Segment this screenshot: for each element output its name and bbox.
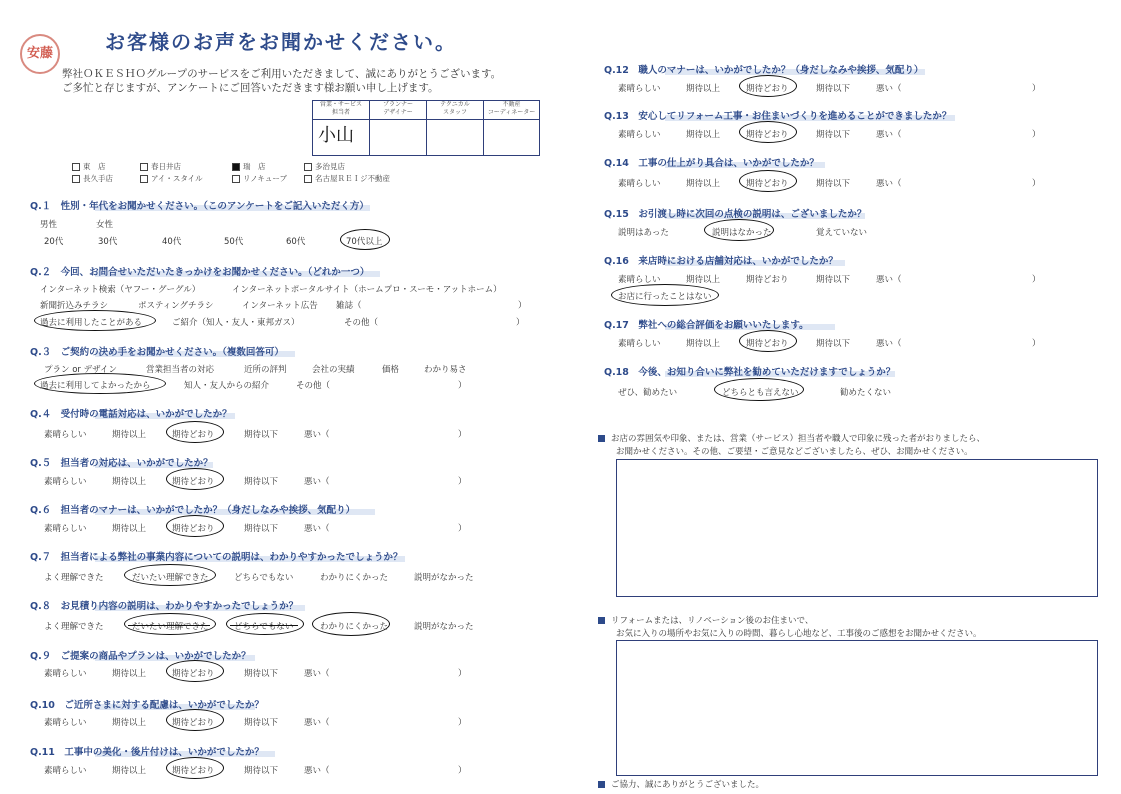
question-3: Q.３ ご契約の決め手をお聞かせください。（複数回答可） — [30, 347, 284, 358]
comment-prompt-1b: お聞かせください。その他、ご要望・ご意見などございましたら、ぜひ、お聞かせください。 — [616, 447, 973, 457]
paren-close: ） — [458, 430, 467, 440]
question-16: Q.16 来店時における店舗対応は、いかがでしたか？ — [604, 256, 838, 267]
paren-close: ） — [1032, 275, 1041, 285]
paren-close: ） — [458, 477, 467, 487]
question-12: Q.12 職人のマナーは、いかがでしたか？（身だしなみや挨拶、気配り） — [604, 65, 924, 76]
question-4: Q.４ 受付時の電話対応は、いかがでしたか？ — [30, 409, 232, 420]
option-neutral[interactable]: どちらでもない — [234, 573, 294, 583]
question-9: Q.９ ご提案の商品やプランは、いかがでしたか？ — [30, 651, 251, 662]
question-2: Q.２ 今回、お問合せいただいたきっかけをお聞かせください。（どれか一つ） — [30, 267, 370, 278]
answer-circle — [739, 170, 797, 192]
answer-circle-crossed — [124, 613, 216, 635]
rating-above[interactable]: 期待以上 — [112, 430, 147, 440]
option-friend-referral[interactable]: 知人・友人からの紹介 — [184, 381, 270, 391]
answer-circle — [166, 757, 224, 779]
option-not-explained[interactable]: 説明はなかった — [712, 228, 772, 238]
answer-circle — [166, 468, 224, 490]
option-other[interactable]: その他（ — [344, 318, 379, 328]
rating-expected[interactable]: 期待どおり — [746, 130, 789, 140]
answer-circle — [714, 378, 804, 401]
paren-close: ） — [518, 301, 527, 311]
age-50s[interactable]: 50代 — [224, 237, 244, 247]
rating-expected[interactable]: 期待どおり — [172, 477, 215, 487]
rating-excellent[interactable]: 素晴らしい — [44, 766, 87, 776]
paren-close: ） — [1032, 130, 1041, 140]
question-15: Q.15 お引渡し時に次回の点検の説明は、ございましたか？ — [604, 209, 867, 220]
option-plan-design[interactable]: プラン or デザイン — [44, 365, 118, 375]
paren-close: ） — [1032, 84, 1041, 94]
question-13: Q.13 安心してリフォーム工事・お住まいづくりを進めることができましたか？ — [604, 111, 952, 122]
comment-prompt-2b: お気に入りの場所やお気に入りの時間、暮らし心地など、工事後のご感想をお聞かせください。 — [616, 629, 982, 639]
option-portal[interactable]: インターネットポータルサイト（ホームプロ・スーモ・アットホーム） — [232, 285, 502, 295]
question-8: Q.８ お見積り内容の説明は、わかりやすかったでしょうか？ — [30, 601, 299, 612]
rating-excellent[interactable]: 素晴らしい — [44, 430, 87, 440]
option-recommend[interactable]: ぜひ、勧めたい — [618, 388, 678, 398]
option-past-use[interactable]: 過去に利用したことがある — [40, 318, 143, 328]
staff-header-realestate: 不動産 コーディネーター — [487, 101, 536, 116]
option-mostly-understood[interactable]: だいたい理解できた — [132, 622, 209, 632]
rating-bad[interactable]: 悪い（ — [304, 524, 330, 534]
rating-bad[interactable]: 悪い（ — [304, 430, 330, 440]
comment-prompt-2: リフォームまたは、リノベーション後のお住まいで、 — [598, 614, 813, 626]
option-other[interactable]: その他（ — [296, 381, 331, 391]
rating-bad[interactable]: 悪い（ — [304, 477, 330, 487]
rating-above[interactable]: 期待以上 — [686, 179, 721, 189]
answer-circle — [166, 421, 224, 443]
rating-excellent[interactable]: 素晴らしい — [44, 477, 87, 487]
option-dont-remember[interactable]: 覚えていない — [816, 228, 868, 238]
staff-name-handwritten: 小山 — [318, 125, 354, 146]
page-title: お客様のお声をお聞かせください。 — [105, 30, 457, 54]
answer-circle — [739, 75, 797, 97]
paren-close: ） — [1032, 179, 1041, 189]
rating-bad[interactable]: 悪い（ — [876, 339, 902, 349]
option-newspaper[interactable]: 新聞折込みチラシ — [40, 301, 109, 311]
rating-above[interactable]: 期待以上 — [112, 524, 147, 534]
rating-bad[interactable]: 悪い（ — [876, 179, 902, 189]
rating-expected[interactable]: 期待どおり — [172, 524, 215, 534]
option-referral[interactable]: ご紹介（知人・友人・東邦ガス） — [172, 318, 300, 328]
seal-stamp: 安藤 — [20, 34, 60, 74]
answer-circle — [312, 612, 390, 636]
store-nagakute[interactable]: 長久手店 — [72, 173, 113, 184]
rating-expected[interactable]: 期待どおり — [172, 669, 215, 679]
rating-expected[interactable]: 期待どおり — [172, 718, 215, 728]
question-6: Q.６ 担当者のマナーは、いかがでしたか？（身だしなみや挨拶、気配り） — [30, 505, 356, 516]
rating-above[interactable]: 期待以上 — [112, 669, 147, 679]
store-istyle[interactable]: アイ・スタイル — [140, 173, 203, 184]
answer-circle-crossed — [226, 613, 304, 635]
option-female[interactable]: 女性 — [96, 220, 114, 230]
rating-below[interactable]: 期待以下 — [816, 275, 851, 285]
age-40s[interactable]: 40代 — [162, 237, 182, 247]
staff-header-planner: プランナー デザイナー — [382, 101, 413, 116]
rating-excellent[interactable]: 素晴らしい — [44, 718, 87, 728]
answer-circle — [124, 564, 216, 586]
rating-above[interactable]: 期待以上 — [112, 477, 147, 487]
store-renocube[interactable]: リノキューブ — [232, 173, 287, 184]
comment-box-1[interactable] — [616, 459, 1098, 597]
rating-excellent[interactable]: 素晴らしい — [44, 669, 87, 679]
question-11: Q.11 工事中の美化・後片付けは、いかがでしたか？ — [30, 747, 264, 758]
rating-above[interactable]: 期待以上 — [686, 339, 721, 349]
age-70s-plus[interactable]: 70代以上 — [346, 237, 383, 247]
option-understood-well[interactable]: よく理解できた — [44, 573, 104, 583]
rating-below[interactable]: 期待以下 — [816, 84, 851, 94]
option-no-explanation[interactable]: 説明がなかった — [414, 622, 474, 632]
rating-below[interactable]: 期待以下 — [244, 430, 279, 440]
answer-circle — [166, 709, 224, 731]
question-10: Q.10 ご近所さまに対する配慮は、いかがでしたか？ — [30, 700, 264, 711]
paren-close: ） — [458, 766, 467, 776]
intro-line-2: ご多忙と存じますが、アンケートにご回答いただきます様お願い申し上げます。 — [62, 82, 439, 94]
option-no-explanation[interactable]: 説明がなかった — [414, 573, 474, 583]
question-17: Q.17 弊社への総合評価をお願いいたします。 — [604, 320, 809, 331]
age-60s[interactable]: 60代 — [286, 237, 306, 247]
paren-close: ） — [1032, 339, 1041, 349]
option-search[interactable]: インターネット検索（ヤフー・グーグル） — [40, 285, 201, 295]
intro-line-1: 弊社ＯＫＥＳＨＯグループのサービスをご利用いただきまして、誠にありがとうございます。 — [62, 68, 502, 80]
rating-excellent[interactable]: 素晴らしい — [618, 130, 661, 140]
rating-below[interactable]: 期待以下 — [244, 718, 279, 728]
answer-circle — [34, 373, 166, 394]
paren-close: ） — [458, 524, 467, 534]
staff-header-sales: 営業・サービス 担当者 — [319, 101, 362, 116]
answer-circle — [739, 330, 797, 352]
option-male[interactable]: 男性 — [40, 220, 58, 230]
question-5: Q.５ 担当者の対応は、いかがでしたか？ — [30, 458, 213, 469]
rating-above[interactable]: 期待以上 — [112, 718, 147, 728]
rating-bad[interactable]: 悪い（ — [304, 766, 330, 776]
option-track-record[interactable]: 会社の実績 — [312, 365, 355, 375]
rating-bad[interactable]: 悪い（ — [876, 130, 902, 140]
rating-below[interactable]: 期待以下 — [816, 339, 851, 349]
rating-excellent[interactable]: 素晴らしい — [44, 524, 87, 534]
paren-close: ） — [458, 381, 467, 391]
rating-bad[interactable]: 悪い（ — [876, 84, 902, 94]
comment-prompt-1: お店の雰囲気や印象、または、営業（サービス）担当者や職人で印象に残った者がおりましたら、 — [598, 432, 985, 444]
option-mostly-understood[interactable]: だいたい理解できた — [132, 573, 209, 583]
option-never-visited[interactable]: お店に行ったことはない — [618, 292, 712, 302]
option-price[interactable]: 価格 — [382, 365, 400, 375]
paren-close: ） — [458, 669, 467, 679]
answer-circle — [739, 121, 797, 143]
answer-circle — [704, 219, 774, 241]
store-mizuho[interactable]: 瑞 店 — [232, 161, 266, 172]
store-tajimi[interactable]: 多治見店 — [304, 161, 345, 172]
age-30s[interactable]: 30代 — [98, 237, 118, 247]
staff-header-technical: テクニカル スタッフ — [440, 101, 470, 116]
question-7: Q.７ 担当者による弊社の事業内容についての説明は、わかりやすかったでしょうか？ — [30, 552, 403, 563]
rating-below[interactable]: 期待以下 — [244, 477, 279, 487]
rating-below[interactable]: 期待以下 — [244, 524, 279, 534]
paren-close: ） — [458, 718, 467, 728]
rating-above[interactable]: 期待以上 — [112, 766, 147, 776]
option-understood-well[interactable]: よく理解できた — [44, 622, 104, 632]
option-neutral[interactable]: どちらでもない — [234, 622, 294, 632]
option-magazine[interactable]: 雑誌（ — [336, 301, 362, 311]
thanks-message: ご協力、誠にありがとうございました。 — [598, 778, 764, 790]
option-hard-to-understand[interactable]: わかりにくかった — [320, 622, 389, 632]
rating-expected[interactable]: 期待どおり — [746, 339, 789, 349]
rating-expected[interactable]: 期待どおり — [746, 179, 789, 189]
rating-below[interactable]: 期待以下 — [816, 130, 851, 140]
rating-bad[interactable]: 悪い（ — [304, 669, 330, 679]
comment-box-2[interactable] — [616, 640, 1098, 776]
option-not-recommend[interactable]: 勧めたくない — [840, 388, 892, 398]
answer-circle — [611, 284, 719, 306]
question-14: Q.14 工事の仕上がり具合は、いかがでしたか？ — [604, 158, 819, 169]
question-1: Q.１ 性別・年代をお聞かせください。（このアンケートをご記入いただく方） — [30, 201, 369, 212]
store-kasugai[interactable]: 春日井店 — [140, 161, 181, 172]
rating-below[interactable]: 期待以下 — [244, 669, 279, 679]
question-18: Q.18 今後、お知り合いに弊社を勧めていただけますでしょうか？ — [604, 367, 896, 378]
rating-excellent[interactable]: 素晴らしい — [618, 84, 661, 94]
rating-bad[interactable]: 悪い（ — [876, 275, 902, 285]
answer-circle — [166, 660, 224, 682]
strike-line — [128, 625, 210, 626]
answer-circle — [166, 515, 224, 537]
rating-expected[interactable]: 期待どおり — [746, 275, 789, 285]
rating-expected[interactable]: 期待どおり — [746, 84, 789, 94]
option-explained[interactable]: 説明はあった — [618, 228, 669, 238]
rating-above[interactable]: 期待以上 — [686, 84, 721, 94]
answer-circle — [34, 310, 156, 331]
option-reputation[interactable]: 近所の評判 — [244, 365, 287, 375]
store-east[interactable]: 東 店 — [72, 161, 106, 172]
rating-excellent[interactable]: 素晴らしい — [618, 275, 661, 285]
option-posting[interactable]: ポスティングチラシ — [138, 301, 214, 311]
rating-below[interactable]: 期待以下 — [244, 766, 279, 776]
option-clarity[interactable]: わかり易さ — [424, 365, 467, 375]
rating-expected[interactable]: 期待どおり — [172, 430, 215, 440]
rating-below[interactable]: 期待以下 — [816, 179, 851, 189]
option-past-good[interactable]: 過去に利用してよかったから — [40, 381, 151, 391]
rating-excellent[interactable]: 素晴らしい — [618, 339, 661, 349]
answer-circle — [340, 229, 390, 250]
rating-expected[interactable]: 期待どおり — [172, 766, 215, 776]
rating-above[interactable]: 期待以上 — [686, 130, 721, 140]
strike-line — [230, 625, 298, 626]
paren-close: ） — [516, 318, 525, 328]
option-hard-to-understand[interactable]: わかりにくかった — [320, 573, 389, 583]
age-20s[interactable]: 20代 — [44, 237, 64, 247]
option-neither[interactable]: どちらとも言えない — [722, 388, 799, 398]
option-web-ad[interactable]: インターネット広告 — [242, 301, 318, 311]
store-nagoya-realestate[interactable]: 名古屋ＲＥＩジ不動産 — [304, 173, 390, 184]
rating-above[interactable]: 期待以上 — [686, 275, 721, 285]
rating-excellent[interactable]: 素晴らしい — [618, 179, 661, 189]
option-sales-rep[interactable]: 営業担当者の対応 — [146, 365, 215, 375]
rating-bad[interactable]: 悪い（ — [304, 718, 330, 728]
